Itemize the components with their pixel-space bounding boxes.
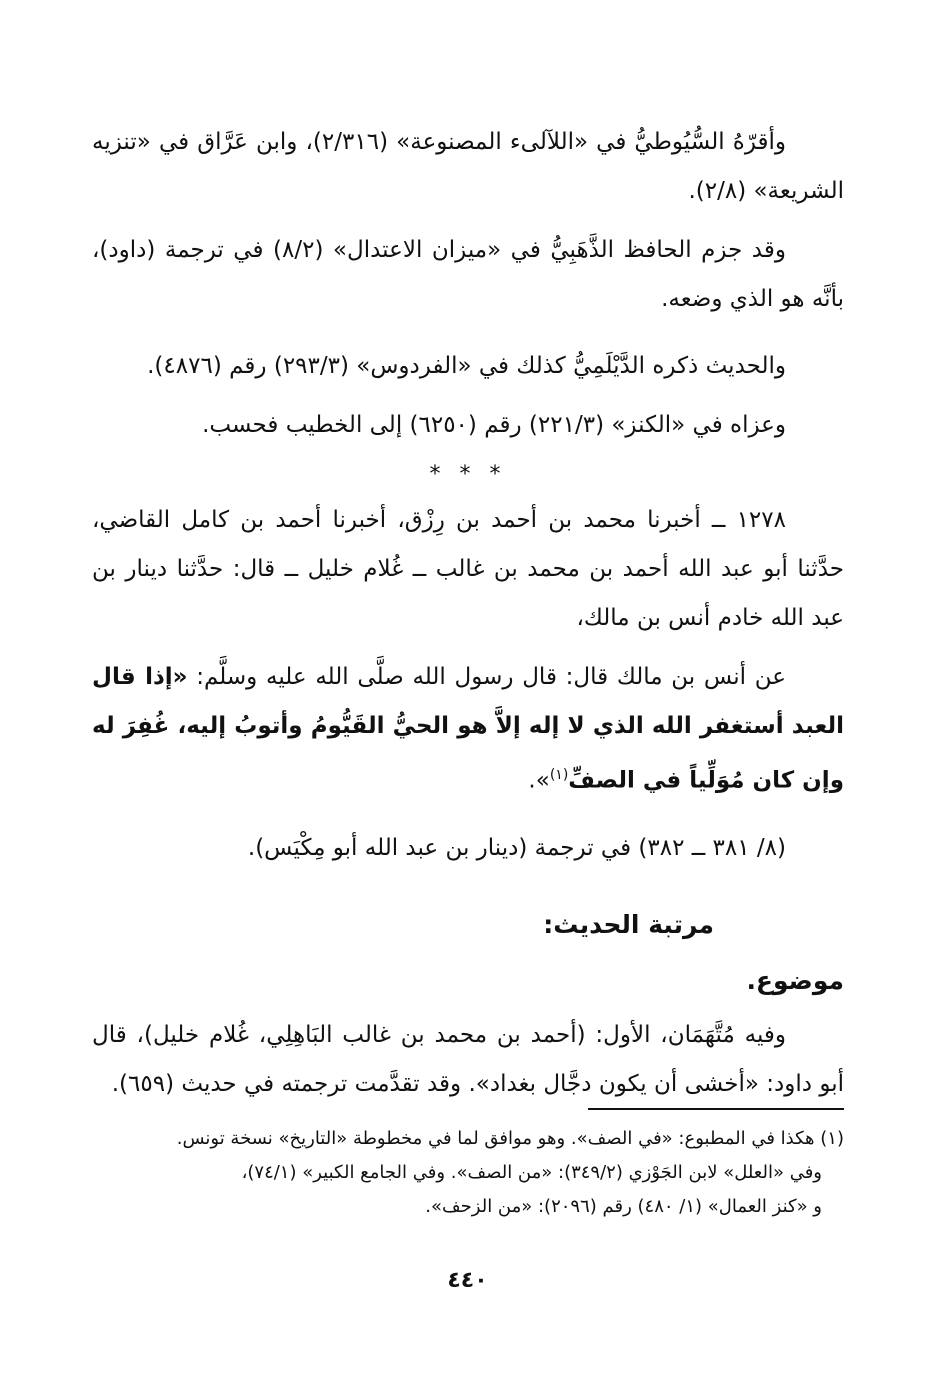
paragraph-daylami: والحديث ذكره الدَّيْلَمِيُّ كذلك في «الفردوس» (٢٩٣/٣) رقم (٤٨٧٦). — [147, 353, 786, 379]
hadith-matn-text: «إذا قال العبد أستغفر الله الذي لا إله إلاَّ هو الحيُّ القَيُّومُ وأتوبُ إليه، غُفِرَ له وإن كان مُوَلِّياً في الصفِّ — [92, 664, 844, 794]
footnotes — [92, 1122, 844, 1224]
footnote-ref[interactable]: (١) — [549, 767, 569, 783]
footnote-divider — [588, 1108, 844, 1110]
hadith-matn-intro: عن أنس بن مالك قال: قال رسول الله صلَّى الله عليه وسلَّم: — [187, 664, 787, 690]
hadith-matn — [92, 653, 844, 806]
hadith-matn-end: ». — [528, 767, 550, 794]
hadith-grade: موضوع. — [746, 965, 844, 995]
section-separator: * * * — [429, 462, 507, 487]
paragraph-kanz: وعزاه في «الكنز» (٢٢١/٣) رقم (٦٢٥٠) إلى الخطيب فحسب. — [202, 412, 786, 438]
footnote-line: (١) هكذا في المطبوع: «في الصف». وهو موافق لما في مخطوطة «التاريخ» نسخة تونس. — [176, 1128, 844, 1149]
page-body — [92, 118, 844, 1109]
footnote-line: وفي «العلل» لابن الجَوْزي (٣٤٩/٢): «من الصف». وفي الجامع الكبير» (٧٤/١)، — [241, 1162, 822, 1183]
page-number: ٤٤٠ — [447, 1268, 488, 1293]
section-heading: مرتبة الحديث: — [543, 909, 714, 939]
paragraph-suyuti: وأقرّهُ السُّيُوطيُّ في «اللآلىء المصنوعة» (٢/٣١٦)، وابن عَرَّاق في «تنزيه الشريعة» (٢/٨). — [92, 129, 844, 204]
footnote-line: و «كنز العمال» (١/ ٤٨٠) رقم (٢٠٩٦): «من الزحف». — [425, 1196, 822, 1217]
hadith-source: (٨/ ٣٨١ ــ ٣٨٢) في ترجمة (دينار بن عبد الله أبو مِكْيَس). — [247, 834, 786, 861]
paragraph-accused: وفيه مُتَّهَمَان، الأول: (أحمد بن محمد بن غالب البَاهِلِي، غُلام خليل)، قال أبو داود: «أخشى أن يكون دجَّال بغداد». وقد تقدَّمت ترجمته في حديث (٦٥٩). — [92, 1021, 844, 1097]
paragraph-dhahabi: وقد جزم الحافظ الذَّهَبِيُّ في «ميزان الاعتدال» (٨/٢) في ترجمة (داود)، بأنَّه هو الذي وضعه. — [92, 237, 844, 312]
hadith-isnad: ١٢٧٨ ــ أخبرنا محمد بن أحمد بن رِزْق، أخبرنا أحمد بن كامل القاضي، حدَّثنا أبو عبد الله أحمد بن محمد بن غالب ــ غُلام خليل ــ قال: حدَّثنا دينار بن عبد الله خادم أنس بن مالك، — [92, 507, 844, 631]
